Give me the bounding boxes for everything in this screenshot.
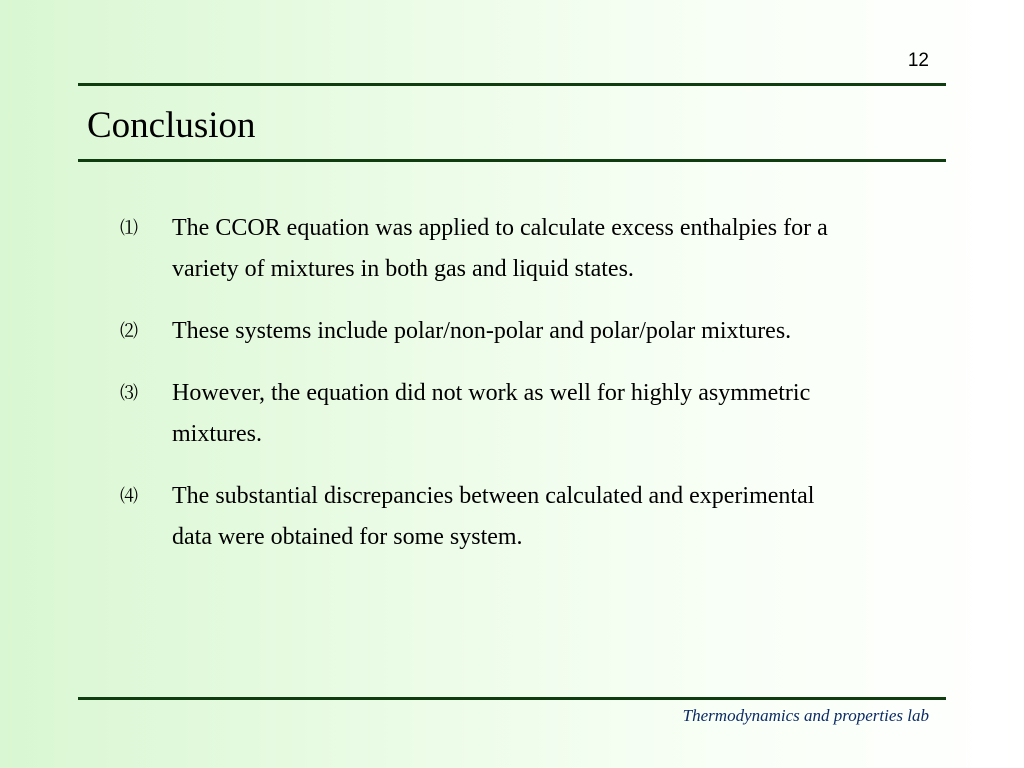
slide-title: Conclusion [87,105,256,146]
list-item [120,476,840,558]
bottom-rule [78,697,946,700]
item-text: However, the equation did not work as well for highly asymmetric mixtures. [172,380,811,447]
item-text: The substantial discrepancies between calculated and experimental data were obtained for some system. [172,483,815,550]
item-marker: ⑵ [120,321,138,342]
slide-number: 12 [907,50,929,71]
item-marker: ⑶ [120,383,138,404]
list-item [120,311,840,352]
conclusion-list [120,208,840,579]
item-text: These systems include polar/non-polar and polar/polar mixtures. [172,318,792,344]
item-text: The CCOR equation was applied to calculate excess enthalpies for a variety of mixtures in both gas and liquid states. [172,215,828,282]
top-rule [78,83,946,86]
item-marker: ⑷ [120,486,138,507]
list-item [120,208,840,290]
list-item [120,373,840,455]
item-marker: ⑴ [120,218,138,239]
footer-lab-name: Thermodynamics and properties lab [682,706,929,725]
title-rule [78,159,946,162]
